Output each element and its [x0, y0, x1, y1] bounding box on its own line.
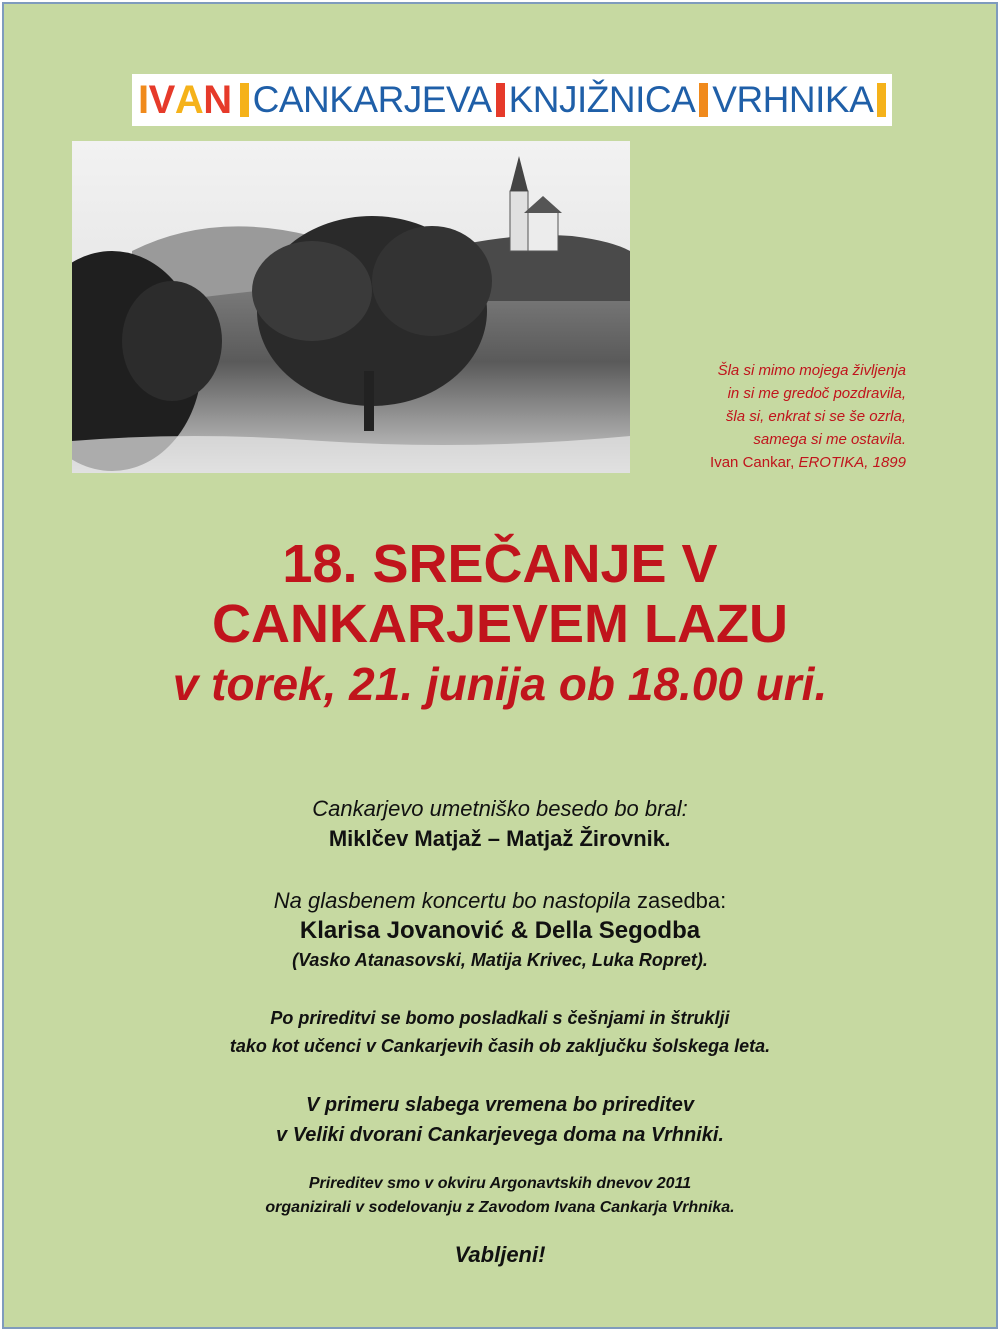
organizers-line-2: organizirali v sodelovanju z Zavodom Ivana Cankarja Vrhnika.	[265, 1199, 735, 1216]
landscape-photo	[72, 141, 630, 473]
title-line-2: CANKARJEVEM LAZU	[211, 594, 789, 654]
band-name: Klarisa Jovanović & Della Segodba	[299, 917, 701, 944]
weather-section	[4, 1090, 996, 1150]
poem-attribution	[710, 451, 906, 474]
logo-ivan-mark	[138, 78, 232, 122]
logo-separator	[699, 83, 708, 117]
poem-author: Ivan Cankar,	[710, 454, 795, 471]
logo-separator	[240, 83, 249, 117]
reader-name-end: .	[665, 826, 672, 851]
refreshments-line-2: tako kot učenci v Cankarjevih časih ob zaključku šolskega leta.	[229, 1036, 771, 1056]
organizers-section	[4, 1172, 996, 1220]
reader-label: Cankarjevo umetniško besedo bo bral:	[312, 796, 688, 821]
organizers-line-1: Prireditev smo v okviru Argonavtskih dnevov 2011	[308, 1175, 692, 1192]
concert-label	[4, 886, 996, 916]
concert-section	[4, 886, 996, 974]
weather-line-2: v Veliki dvorani Cankarjevega doma na Vrhniki.	[276, 1124, 724, 1146]
concert-label-italic: Na glasbenem koncertu bo nastopila	[273, 888, 631, 913]
logo-separator	[496, 83, 505, 117]
reader-name-line	[4, 824, 996, 854]
poem-line: šla si, enkrat si se še ozrla,	[725, 408, 906, 425]
refreshments-section	[4, 1004, 996, 1060]
logo-separator	[877, 83, 886, 117]
event-datetime: v torek, 21. junija ob 18.00 uri.	[172, 658, 828, 710]
concert-label-rest: zasedba:	[630, 888, 727, 913]
poem-line: Šla si mimo mojega življenja	[717, 362, 906, 379]
library-logo	[132, 74, 892, 126]
logo-word: CANKARJEVA	[252, 79, 492, 120]
poem-line: samega si me ostavila.	[753, 431, 906, 448]
reader-name: Miklčev Matjaž – Matjaž Žirovnik	[328, 826, 666, 851]
logo-letter: A	[174, 78, 204, 122]
poem-line: in si me gredoč pozdravila,	[727, 385, 906, 402]
band-members: (Vasko Atanasovski, Matija Krivec, Luka Ropret).	[292, 950, 708, 970]
poem-work: EROTIKA, 1899	[798, 454, 906, 471]
title-line-1: 18. SREČANJE V	[282, 534, 718, 594]
logo-letter: V	[148, 78, 175, 122]
refreshments-line-1: Po prireditvi se bomo posladkali s češnjami in štruklji	[270, 1008, 730, 1028]
poem-quote	[710, 359, 906, 474]
weather-line-1: V primeru slabega vremena bo prireditev	[306, 1094, 694, 1116]
logo-letter: I	[138, 78, 149, 122]
logo-letter: N	[203, 78, 232, 122]
poster	[2, 2, 998, 1329]
event-title	[4, 534, 996, 714]
event-details	[4, 794, 996, 1268]
logo-word: KNJIŽNICA	[508, 79, 696, 120]
logo-word: VRHNIKA	[712, 79, 874, 120]
invitation: Vabljeni!	[454, 1242, 546, 1267]
